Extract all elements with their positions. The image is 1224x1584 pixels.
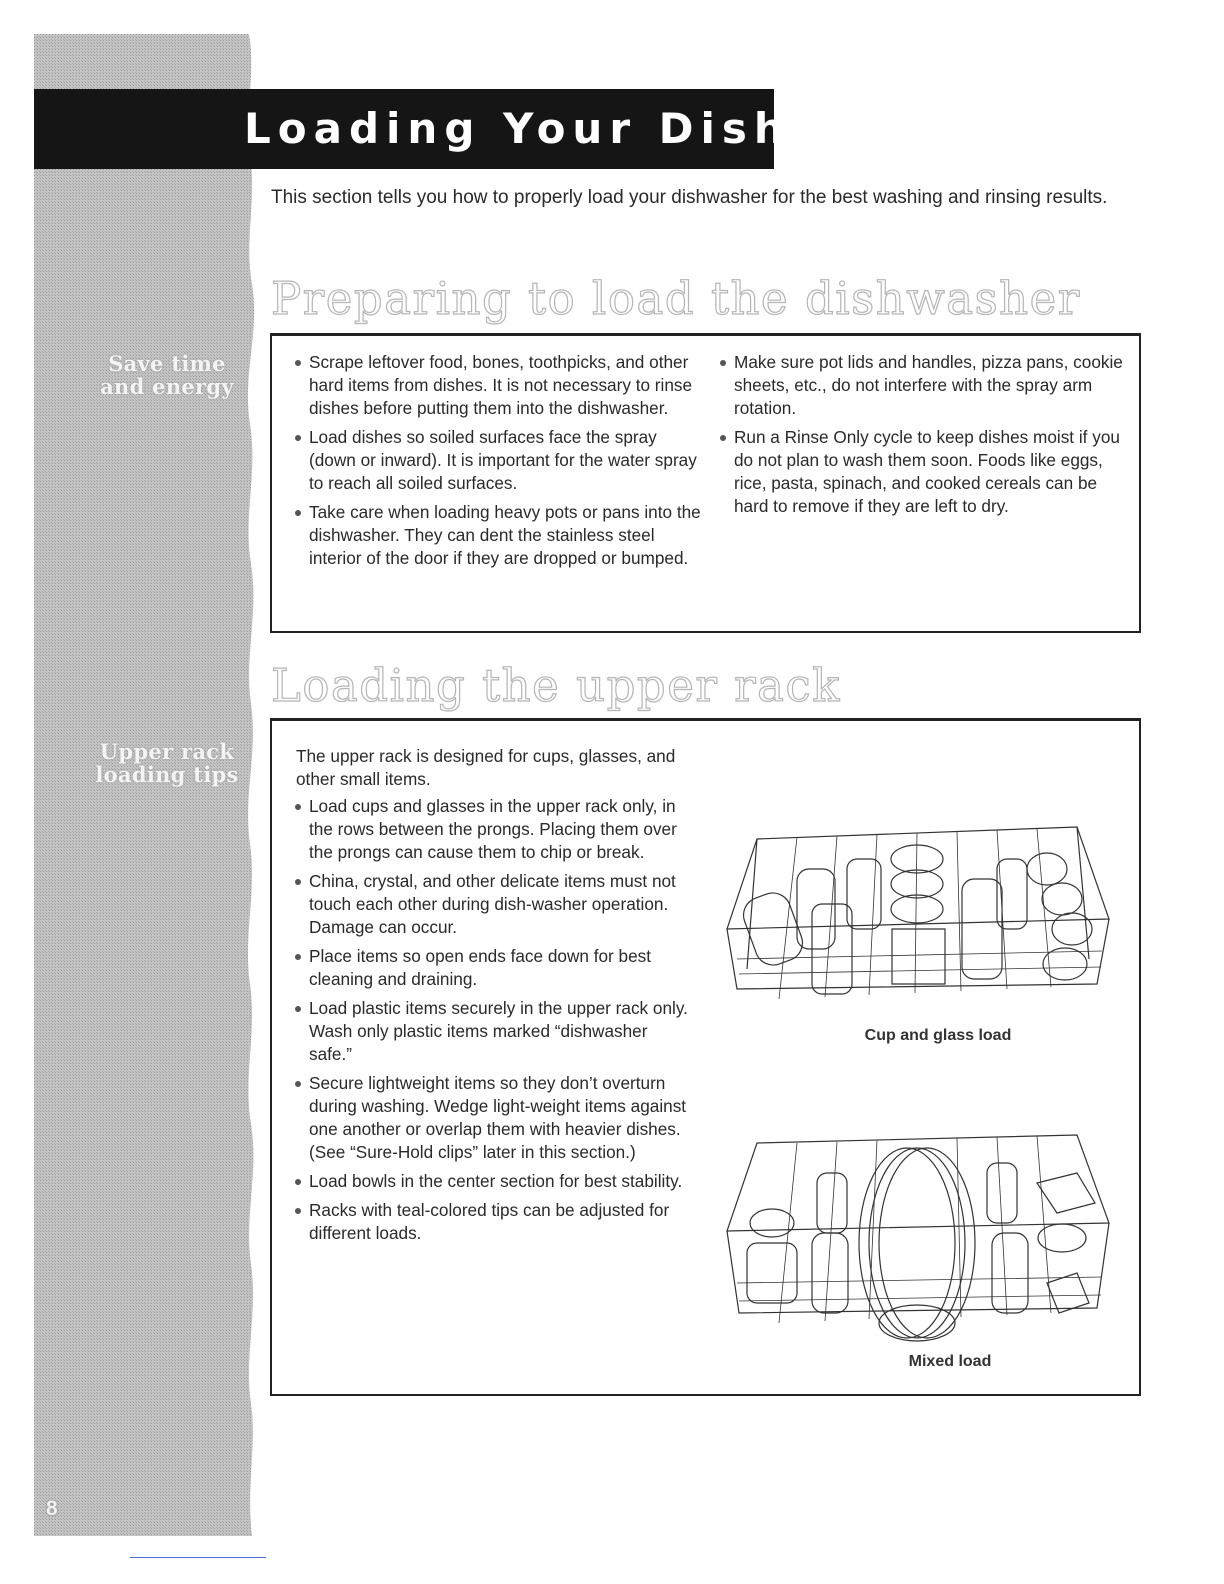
list-item: Make sure pot lids and handles, pizza pans, cookie sheets, etc., do not interfere with the spray arm rotation. <box>717 351 1127 420</box>
sidebar-label-save-time: Save time and energy <box>100 351 234 399</box>
list-item: Load cups and glasses in the upper rack only, in the rows between the prongs. Placing them over the prongs can cause them to chip or break. <box>292 795 692 864</box>
mixed-load-illustration <box>717 1113 1117 1348</box>
list-item: Run a Rinse Only cycle to keep dishes moist if you do not plan to wash them soon. Foods like eggs, rice, pasta, spinach, and cooked cereals can be hard to remove if they are left to dry. <box>717 426 1127 518</box>
bullet-icon <box>720 360 726 366</box>
bullet-icon <box>295 1081 301 1087</box>
bullet-icon <box>295 1006 301 1012</box>
list-item: Load dishes so soiled surfaces face the spray (down or inward). It is important for the water spray to reach all soiled surfaces. <box>292 426 702 495</box>
bullet-icon <box>295 1208 301 1214</box>
bullet-icon <box>295 435 301 441</box>
page-number: 8 <box>46 1497 58 1520</box>
list-item: Load bowls in the center section for best stability. <box>292 1170 692 1193</box>
list-item: Take care when loading heavy pots or pans into the dishwasher. They can dent the stainless steel interior of the door if they are dropped or bumped. <box>292 501 702 570</box>
bullet-icon <box>295 879 301 885</box>
list-item: Secure lightweight items so they don’t overturn during washing. Wedge light-weight items against one another or overlap them with heavier dishes. (See “Sure-Hold clips” later in this section.) <box>292 1072 692 1164</box>
title-bar <box>34 89 1005 169</box>
bullet-icon <box>295 1179 301 1185</box>
section-heading-upper-rack: Loading the upper rack <box>271 659 841 712</box>
bullet-icon <box>720 435 726 441</box>
figure-caption-mixed: Mixed load <box>908 1353 992 1370</box>
list-item: China, crystal, and other delicate items must not touch each other during dish-washer operation. Damage can occur. <box>292 870 692 939</box>
section-heading-preparing: Preparing to load the dishwasher <box>271 272 1081 325</box>
list-item: Scrape leftover food, bones, toothpicks, and other hard items from dishes. It is not necessary to rinse dishes before putting them into the dishwasher. <box>292 351 702 420</box>
figure-caption-cup-glass: Cup and glass load <box>864 1027 1012 1044</box>
upper-rack-list <box>292 795 692 1251</box>
cup-and-glass-load-illustration <box>717 799 1117 1024</box>
preparing-list-left <box>292 351 702 576</box>
list-item: Load plastic items securely in the upper rack only. Wash only plastic items marked “dishwasher safe.” <box>292 997 692 1066</box>
preparing-box <box>270 333 1141 633</box>
upper-rack-intro: The upper rack is designed for cups, glasses, and other small items. <box>296 746 676 789</box>
list-item: Racks with teal-colored tips can be adjusted for different loads. <box>292 1199 692 1245</box>
page-title: Loading Your Dishwasher <box>244 104 1005 153</box>
upper-rack-box <box>270 718 1141 1396</box>
bullet-icon <box>295 954 301 960</box>
bullet-icon <box>295 360 301 366</box>
sidebar-label-upper-rack-tips: Upper rack loading tips <box>95 739 239 787</box>
bullet-icon <box>295 804 301 810</box>
intro-text: This section tells you how to properly load your dishwasher for the best washing and rinsing results. <box>271 187 1108 208</box>
preparing-list-right <box>717 351 1127 524</box>
footer-rule <box>130 1557 266 1558</box>
bullet-icon <box>295 510 301 516</box>
list-item: Place items so open ends face down for best cleaning and draining. <box>292 945 692 991</box>
